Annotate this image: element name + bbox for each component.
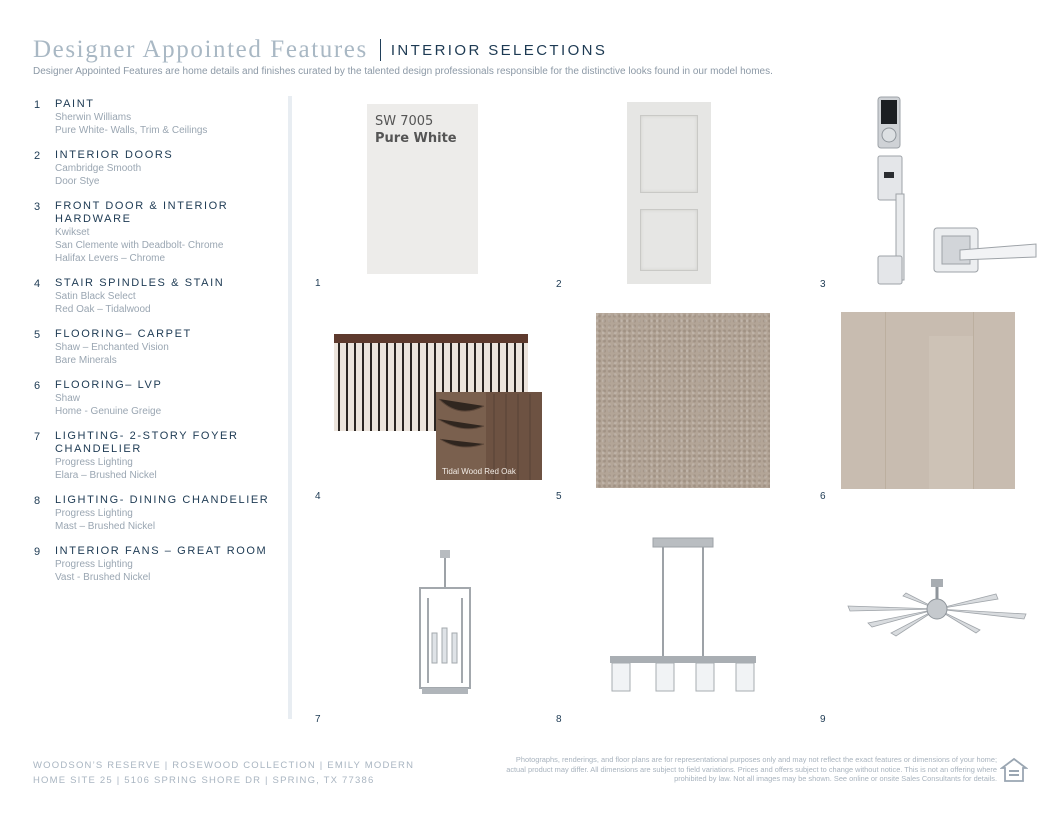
selection-item — [34, 328, 279, 367]
selection-detail: Cambridge Smooth — [55, 163, 142, 174]
selection-detail: Shaw — [55, 393, 81, 404]
image-number-4: 4 — [315, 491, 321, 502]
selection-number: 7 — [34, 431, 42, 443]
selections-list — [34, 98, 279, 596]
spindle — [426, 343, 428, 431]
stain-label: Tidal Wood Red Oak — [442, 467, 516, 476]
selection-detail: Progress Lighting — [55, 508, 133, 519]
selection-title: PAINT — [55, 98, 95, 110]
foyer-chandelier-image — [410, 548, 480, 708]
spindle — [338, 343, 340, 431]
lvp-plank — [885, 312, 886, 489]
selection-number: 9 — [34, 546, 42, 558]
selection-title: FRONT DOOR & INTERIOR HARDWARE — [55, 200, 229, 225]
paint-name: Pure White — [375, 131, 457, 146]
selection-body — [55, 430, 279, 482]
image-number-5: 5 — [556, 491, 562, 502]
intro-text: Designer Appointed Features are home details and finishes curated by the talented design professionals responsible for the distinctive looks found in our model homes. — [33, 66, 773, 77]
selection-detail: Sherwin Williams — [55, 112, 132, 123]
selection-number: 4 — [34, 278, 42, 290]
selection-item — [34, 98, 279, 137]
spindle — [378, 343, 380, 431]
door-panel-top — [640, 115, 698, 193]
selection-item — [34, 494, 279, 533]
selection-detail: Red Oak – Tidalwood — [55, 304, 151, 315]
page-header — [33, 34, 607, 66]
spindle — [386, 343, 388, 431]
selection-detail: Door Stye — [55, 176, 100, 187]
spindle — [410, 343, 412, 431]
image-number-9: 9 — [820, 714, 826, 725]
selection-body — [55, 379, 279, 418]
selection-body — [55, 494, 279, 533]
image-number-6: 6 — [820, 491, 826, 502]
image-number-2: 2 — [556, 279, 562, 290]
footer-disclaimer: Photographs, renderings, and floor plans are for representational purposes only and may not reflect the exact features or dimensions of your home; actual product may differ. All dimensions are subject to field variations. Prices and offers subject to change without notice. This is not an offering where prohibited by law. Not all images may be shown. See online or onsite Sales Consultants for details. — [506, 755, 997, 784]
hardware-image — [870, 94, 1040, 289]
selection-title: INTERIOR DOORS — [55, 149, 174, 161]
ceiling-fan-image — [846, 577, 1031, 639]
selection-body — [55, 328, 279, 367]
stair-spindles-image — [334, 334, 542, 480]
paint-code: SW 7005 — [375, 114, 434, 129]
selection-detail: Kwikset — [55, 227, 90, 238]
selection-item — [34, 545, 279, 584]
spindle — [362, 343, 364, 431]
keypad-deadbolt-icon — [878, 97, 900, 148]
footer-line-2: HOME SITE 25 | 5106 SPRING SHORE DR | SPRING, TX 77386 — [33, 775, 375, 786]
selection-body — [55, 545, 279, 584]
equal-housing-icon — [1000, 757, 1028, 783]
selection-number: 2 — [34, 150, 42, 162]
selection-body — [55, 98, 279, 137]
selection-number: 3 — [34, 201, 42, 213]
lvp-swatch — [841, 312, 1015, 489]
image-number-3: 3 — [820, 279, 826, 290]
image-number-1: 1 — [315, 278, 321, 289]
selection-detail: Satin Black Select — [55, 291, 136, 302]
selection-detail: Shaw – Enchanted Vision — [55, 342, 169, 353]
selection-title: LIGHTING- DINING CHANDELIER — [55, 494, 270, 506]
footer-line-1: WOODSON’S RESERVE | ROSEWOOD COLLECTION | EMILY MODERN — [33, 760, 415, 771]
selection-title: LIGHTING- 2-STORY FOYER CHANDELIER — [55, 430, 239, 455]
selection-detail: Elara – Brushed Nickel — [55, 470, 157, 481]
selection-number: 1 — [34, 99, 42, 111]
selection-number: 6 — [34, 380, 42, 392]
selection-number: 8 — [34, 495, 42, 507]
spindle — [418, 343, 420, 431]
footer-community-info — [33, 758, 414, 788]
selection-detail: Vast - Brushed Nickel — [55, 572, 151, 583]
spindle — [346, 343, 348, 431]
selection-item — [34, 379, 279, 418]
vertical-divider — [288, 96, 292, 719]
dining-chandelier-image — [608, 536, 758, 696]
selection-detail: Home - Genuine Greige — [55, 406, 162, 417]
selection-title: INTERIOR FANS – GREAT ROOM — [55, 545, 268, 557]
selection-detail: Bare Minerals — [55, 355, 117, 366]
page-subtitle: INTERIOR SELECTIONS — [390, 41, 608, 59]
selection-detail: Mast – Brushed Nickel — [55, 521, 156, 532]
selection-title: FLOORING– LVP — [55, 379, 163, 391]
handleset-icon — [878, 156, 904, 284]
spindle — [354, 343, 356, 431]
carpet-swatch — [596, 313, 770, 488]
door-panel-bottom — [640, 209, 698, 271]
selection-detail: Progress Lighting — [55, 559, 133, 570]
selection-item — [34, 200, 279, 265]
selection-detail: Pure White- Walls, Trim & Ceilings — [55, 125, 208, 136]
paint-swatch — [367, 104, 478, 274]
image-number-7: 7 — [315, 714, 321, 725]
selection-item — [34, 430, 279, 482]
spindle — [370, 343, 372, 431]
selection-detail: Halifax Levers – Chrome — [55, 253, 166, 264]
lever-handle-icon — [934, 228, 1036, 272]
selection-detail: Progress Lighting — [55, 457, 133, 468]
selection-number: 5 — [34, 329, 42, 341]
image-number-8: 8 — [556, 714, 562, 725]
selection-title: STAIR SPINDLES & STAIN — [55, 277, 225, 289]
door-image — [627, 102, 711, 284]
page-title: Designer Appointed Features — [33, 36, 368, 63]
lvp-plank — [929, 336, 973, 489]
selection-body — [55, 277, 279, 316]
selection-item — [34, 277, 279, 316]
spindle — [434, 343, 436, 431]
selection-detail: San Clemente with Deadbolt- Chrome — [55, 240, 224, 251]
title-divider — [380, 39, 381, 61]
spindle — [394, 343, 396, 431]
spindle — [402, 343, 404, 431]
selection-title: FLOORING– CARPET — [55, 328, 192, 340]
selection-body — [55, 200, 279, 265]
selection-item — [34, 149, 279, 188]
lvp-plank — [973, 312, 974, 489]
selection-body — [55, 149, 279, 188]
